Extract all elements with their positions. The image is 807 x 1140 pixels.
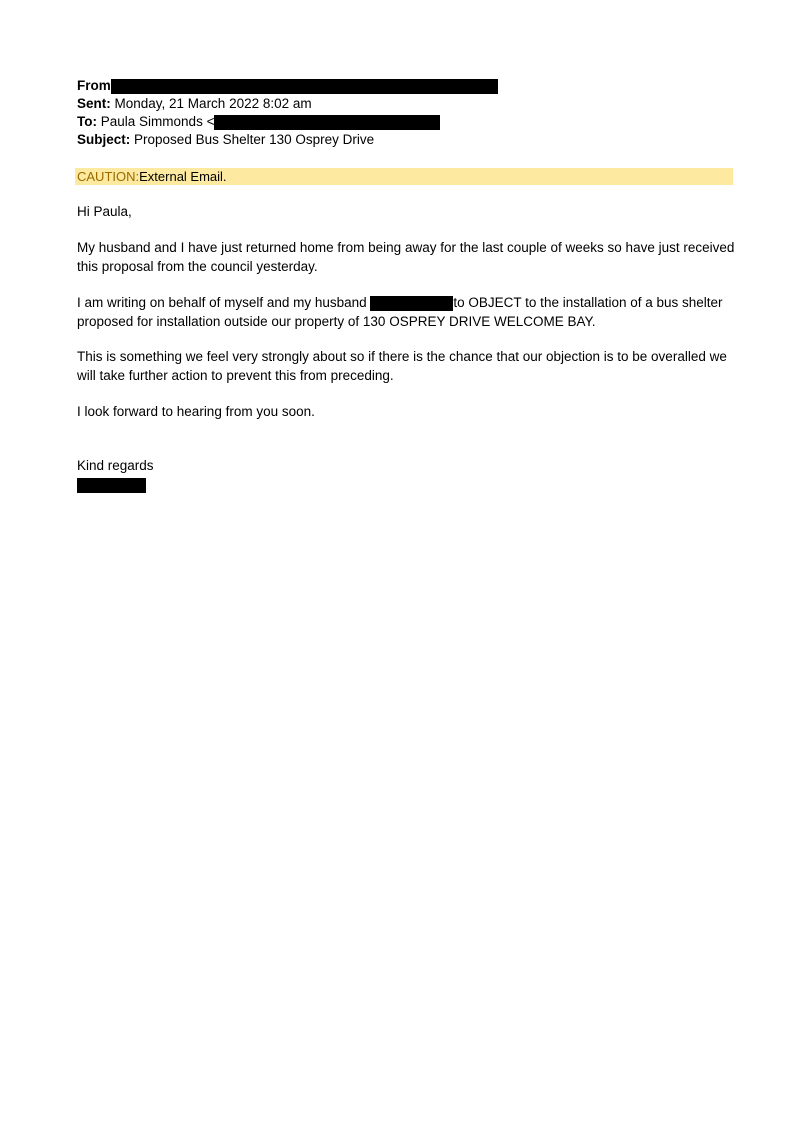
subject-label: Subject: [77, 132, 131, 147]
from-line [77, 77, 498, 95]
from-label: From [77, 78, 111, 93]
sent-line [77, 95, 312, 113]
paragraph-2-end: to OBJECT to the installation of a bus shelter proposed for installation outside our property of 130 OSPREY DRIVE WELCOME BAY. [77, 295, 723, 329]
subject-line [77, 131, 374, 149]
husband-name-redaction [370, 296, 453, 311]
paragraph-4: I look forward to hearing from you soon. [77, 404, 315, 419]
sent-value: Monday, 21 March 2022 8:02 am [114, 96, 312, 111]
from-redaction [111, 79, 498, 94]
to-value: Paula Simmonds < [100, 114, 215, 129]
to-email-redaction [214, 115, 440, 130]
to-label: To: [77, 114, 97, 129]
caution-text: External Email. [139, 169, 227, 184]
caution-banner [75, 168, 733, 185]
signature-redaction [77, 478, 146, 493]
paragraph-2-start: I am writing on behalf of myself and my husband [77, 295, 371, 310]
to-line [77, 113, 440, 131]
signoff: Kind regards [77, 458, 154, 473]
paragraph-2 [77, 294, 737, 331]
sent-label: Sent: [77, 96, 111, 111]
paragraph-1: My husband and I have just returned home from being away for the last couple of weeks so have just received this proposal from the council yesterday. [77, 240, 735, 274]
subject-value: Proposed Bus Shelter 130 Osprey Drive [134, 132, 375, 147]
paragraph-3: This is something we feel very strongly about so if there is the chance that our objection is to be overalled we will take further action to prevent this from preceding. [77, 349, 727, 383]
greeting: Hi Paula, [77, 204, 132, 219]
caution-label: CAUTION: [77, 169, 140, 184]
